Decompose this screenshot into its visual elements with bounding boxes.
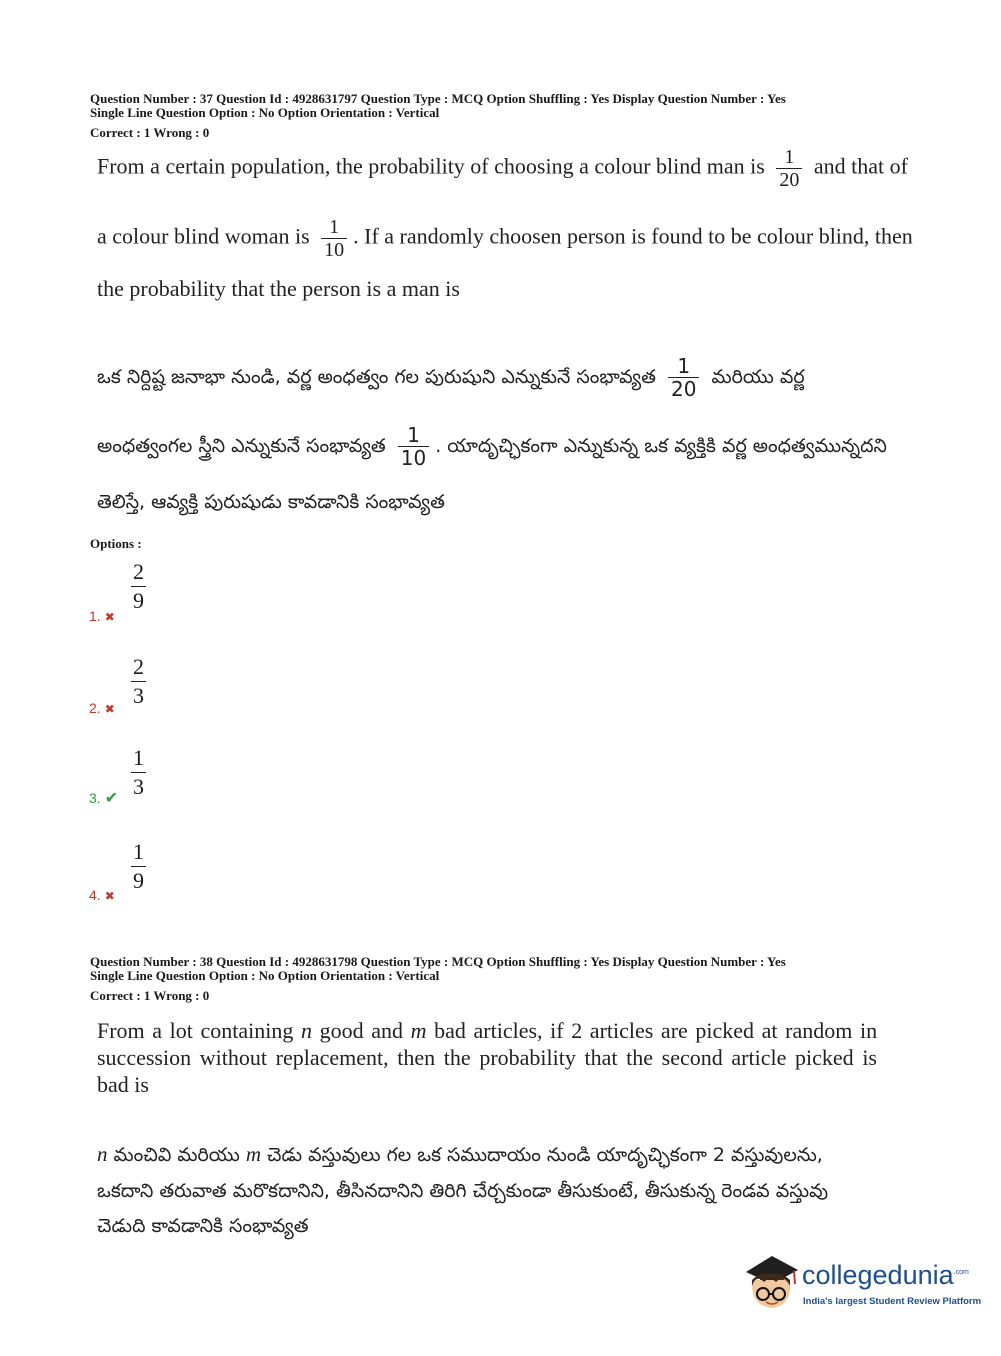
mascot-icon <box>742 1250 800 1316</box>
q37-meta-line2: Single Line Question Option : No Option Orientation : Vertical <box>90 105 440 120</box>
q37-en-frac1: $\frac{1}{20}$ <box>776 146 802 191</box>
option-2-value: $\frac{2}{3}$ <box>133 654 144 708</box>
options-heading: Options : <box>90 536 142 551</box>
q37-meta-line1: Question Number : 37 Question Id : 4928631797 Question Type : MCQ Option Shuffling : Yes Display Question Number : Yes <box>90 91 786 106</box>
collegedunia-logo <box>742 1250 982 1320</box>
q38-te-line2: ఒకదాని తరువాత మరొకదానిని, తీసినదానిని తిరిగి చేర్చకుండా తీసుకుంటే, తీసుకున్న రెండవ వస్తువు <box>97 1180 829 1202</box>
option-4-value: $\frac{1}{9}$ <box>133 839 144 893</box>
q38-meta-line3: Correct : 1 Wrong : 0 <box>90 988 210 1003</box>
q37-te-line1: ఒక నిర్దిష్ట జనాభా నుండి, వర్ణ అంధత్వం గల పురుషుని ఎన్నుకునే సంభావ్యత $\frac{1}{20}$ మరియు వర్ణ <box>97 354 805 401</box>
option-1[interactable]: 1. ✖ <box>89 608 115 624</box>
q38-meta-line2: Single Line Question Option : No Option Orientation : Vertical <box>90 968 440 983</box>
q37-te-frac1: $\frac{1}{20}$ <box>668 355 699 400</box>
logo-tagline: India's largest Student Review Platform <box>803 1296 982 1307</box>
wrong-icon: ✖ <box>104 889 115 903</box>
logo-name: collegedunia$^{.com}$ <box>802 1260 969 1290</box>
wrong-icon: ✖ <box>104 610 115 624</box>
q38-meta-line1: Question Number : 38 Question Id : 4928631798 Question Type : MCQ Option Shuffling : Yes Display Question Number : Yes <box>90 954 786 969</box>
q37-meta-line3: Correct : 1 Wrong : 0 <box>90 125 210 140</box>
option-1-value: $\frac{2}{9}$ <box>133 559 144 613</box>
q38-te-line1: n మంచివి మరియు m చెడు వస్తువులు గల ఒక సముదాయం నుండి యాదృచ్ఛికంగా 2 వస్తువులను, <box>97 1142 823 1166</box>
option-4[interactable]: 4. ✖ <box>89 887 115 903</box>
q38-te-line3: చెడుది కావడానికి సంభావ్యత <box>97 1215 309 1237</box>
option-2[interactable]: 2. ✖ <box>89 700 115 716</box>
option-3[interactable]: 3. ✔ <box>89 790 119 807</box>
q37-en-line2: a colour blind woman is $\frac{1}{10}$ . If a randomly choosen person is found to be colour blind, then <box>97 216 913 261</box>
option-3-value: $\frac{1}{3}$ <box>133 745 144 799</box>
q38-en-text: From a lot containing n good and m bad articles, if 2 articles are picked at random in succession without replacement, then the probability that the second article picked is bad is <box>97 1018 878 1097</box>
q37-te-frac2: $\frac{1}{10}$ <box>398 424 429 469</box>
q37-en-line3: the probability that the person is a man is <box>97 276 460 301</box>
q37-en-line1: From a certain population, the probability of choosing a colour blind man is $\frac{1}{20}$ and that of <box>97 146 908 191</box>
q37-en-frac2: $\frac{1}{10}$ <box>321 216 347 261</box>
q37-te-line3: తెలిస్తే, ఆవ్యక్తి పురుషుడు కావడానికి సంభావ్యత <box>97 491 445 513</box>
wrong-icon: ✖ <box>104 702 115 716</box>
check-icon: ✔ <box>104 790 119 807</box>
q37-te-line2: అంధత్వంగల స్త్రీని ఎన్నుకునే సంభావ్యత $\frac{1}{10}$ . యాదృచ్ఛికంగా ఎన్నుకున్న ఒక వ్యక్తికి వర్ణ అంధత్వమున్నదని <box>97 423 887 470</box>
